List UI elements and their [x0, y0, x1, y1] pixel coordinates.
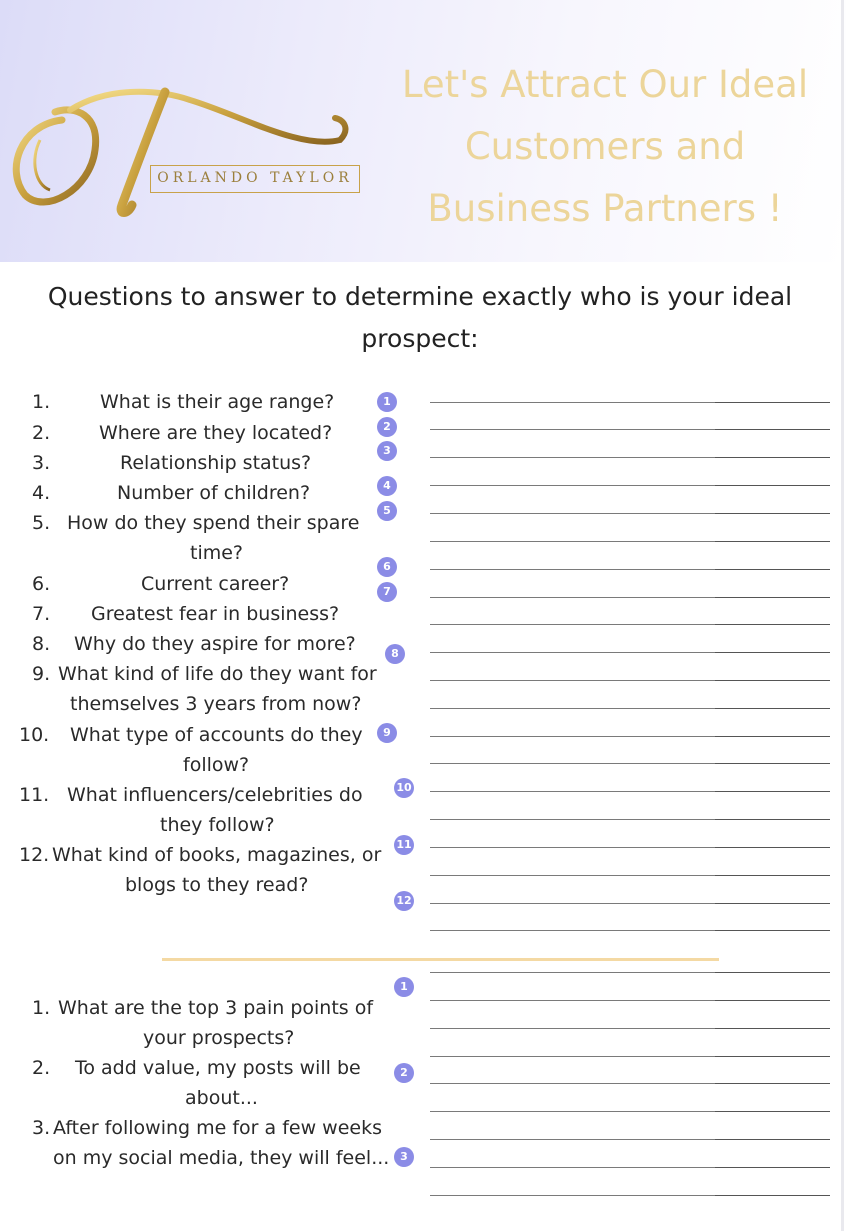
- answer-line[interactable]: [430, 930, 830, 931]
- logo: [0, 0, 380, 262]
- subtitle-line: prospect:: [361, 324, 479, 353]
- question-number: 7.: [32, 603, 51, 625]
- number-badge: 3: [394, 1147, 414, 1167]
- number-badge: 6: [377, 557, 397, 577]
- question-number: 2.: [32, 422, 51, 444]
- question-text: Greatest fear in business?: [91, 603, 340, 625]
- question-number: 2.: [32, 1057, 51, 1079]
- question-text: What kind of life do they want for: [58, 663, 377, 685]
- question-text: Relationship status?: [120, 452, 312, 474]
- answer-line[interactable]: [430, 1195, 830, 1196]
- number-badge: 1: [377, 392, 397, 412]
- question-text: your prospects?: [143, 1027, 295, 1049]
- question-text: What type of accounts do they: [70, 724, 363, 746]
- answer-line[interactable]: [430, 903, 830, 904]
- answer-line[interactable]: [430, 569, 830, 570]
- question-text: they follow?: [160, 814, 275, 836]
- answer-line[interactable]: [430, 402, 830, 403]
- question-text: What are the top 3 pain points of: [58, 997, 374, 1019]
- answer-line[interactable]: [430, 763, 830, 764]
- question-text: blogs to they read?: [125, 874, 309, 896]
- answer-line[interactable]: [430, 1028, 830, 1029]
- answer-line[interactable]: [430, 680, 830, 681]
- number-badge: 9: [377, 723, 397, 743]
- question-text: follow?: [183, 754, 250, 776]
- answer-line[interactable]: [430, 847, 830, 848]
- answer-line[interactable]: [430, 541, 830, 542]
- number-badge: 10: [394, 778, 414, 798]
- question-number: 3.: [32, 452, 51, 474]
- question-number: 4.: [32, 482, 51, 504]
- answer-line[interactable]: [430, 1083, 830, 1084]
- answer-line[interactable]: [430, 736, 830, 737]
- number-badge: 11: [394, 835, 414, 855]
- answer-line[interactable]: [430, 485, 830, 486]
- answer-line[interactable]: [430, 652, 830, 653]
- answer-line[interactable]: [430, 1139, 830, 1140]
- logo-wordmark: ORLANDO TAYLOR: [150, 165, 360, 193]
- question-number: 8.: [32, 633, 51, 655]
- number-badge: 8: [385, 644, 405, 664]
- number-badge: 1: [394, 977, 414, 997]
- answer-line[interactable]: [430, 972, 830, 973]
- question-number: 1.: [32, 391, 51, 413]
- question-text: After following me for a few weeks: [53, 1117, 382, 1139]
- page-subtitle: [20, 276, 820, 360]
- question-text: on my social media, they will feel...: [53, 1147, 390, 1169]
- question-number: 10.: [19, 724, 50, 746]
- number-badge: 2: [377, 417, 397, 437]
- question-text: about...: [185, 1087, 258, 1109]
- ot-monogram-icon: [0, 0, 380, 262]
- number-badge: 3: [377, 441, 397, 461]
- question-text: Number of children?: [117, 482, 311, 504]
- headline-line: Business Partners !: [427, 187, 783, 230]
- number-badge: 5: [377, 501, 397, 521]
- question-number: 11.: [19, 784, 50, 806]
- answer-line[interactable]: [430, 1111, 830, 1112]
- answer-line[interactable]: [430, 624, 830, 625]
- answer-line[interactable]: [430, 457, 830, 458]
- question-number: 6.: [32, 573, 51, 595]
- answer-line[interactable]: [430, 1167, 830, 1168]
- answer-line[interactable]: [430, 875, 830, 876]
- number-badge: 12: [394, 891, 414, 911]
- answer-line[interactable]: [430, 819, 830, 820]
- answer-line[interactable]: [430, 1056, 830, 1057]
- number-badge: 2: [394, 1063, 414, 1083]
- headline-line: Customers and: [464, 125, 746, 168]
- question-text: What influencers/celebrities do: [67, 784, 363, 806]
- question-text: time?: [190, 542, 244, 564]
- headline-line: Let's Attract Our Ideal: [401, 63, 809, 106]
- question-text: Why do they aspire for more?: [74, 633, 356, 655]
- header-banner: [0, 0, 846, 262]
- answer-line[interactable]: [430, 513, 830, 514]
- question-text: themselves 3 years from now?: [70, 693, 362, 715]
- number-badge: 4: [377, 476, 397, 496]
- question-text: What kind of books, magazines, or: [52, 844, 382, 866]
- question-text: What is their age range?: [100, 391, 335, 413]
- subtitle-line: Questions to answer to determine exactly who is your ideal: [47, 282, 793, 311]
- page-edge: [841, 0, 844, 1231]
- question-number: 3.: [32, 1117, 51, 1139]
- question-text: Current career?: [141, 573, 290, 595]
- answer-line[interactable]: [430, 791, 830, 792]
- section-divider: [162, 958, 719, 961]
- question-number: 1.: [32, 997, 51, 1019]
- answer-line[interactable]: [430, 429, 830, 430]
- question-text: To add value, my posts will be: [75, 1057, 361, 1079]
- question-number: 12.: [19, 844, 50, 866]
- question-number: 5.: [32, 512, 51, 534]
- question-text: Where are they located?: [99, 422, 333, 444]
- question-number: 9.: [32, 663, 51, 685]
- headline: [365, 54, 845, 240]
- question-text: How do they spend their spare: [67, 512, 360, 534]
- answer-line[interactable]: [430, 708, 830, 709]
- answer-line[interactable]: [430, 597, 830, 598]
- number-badge: 7: [377, 582, 397, 602]
- answer-line[interactable]: [430, 1000, 830, 1001]
